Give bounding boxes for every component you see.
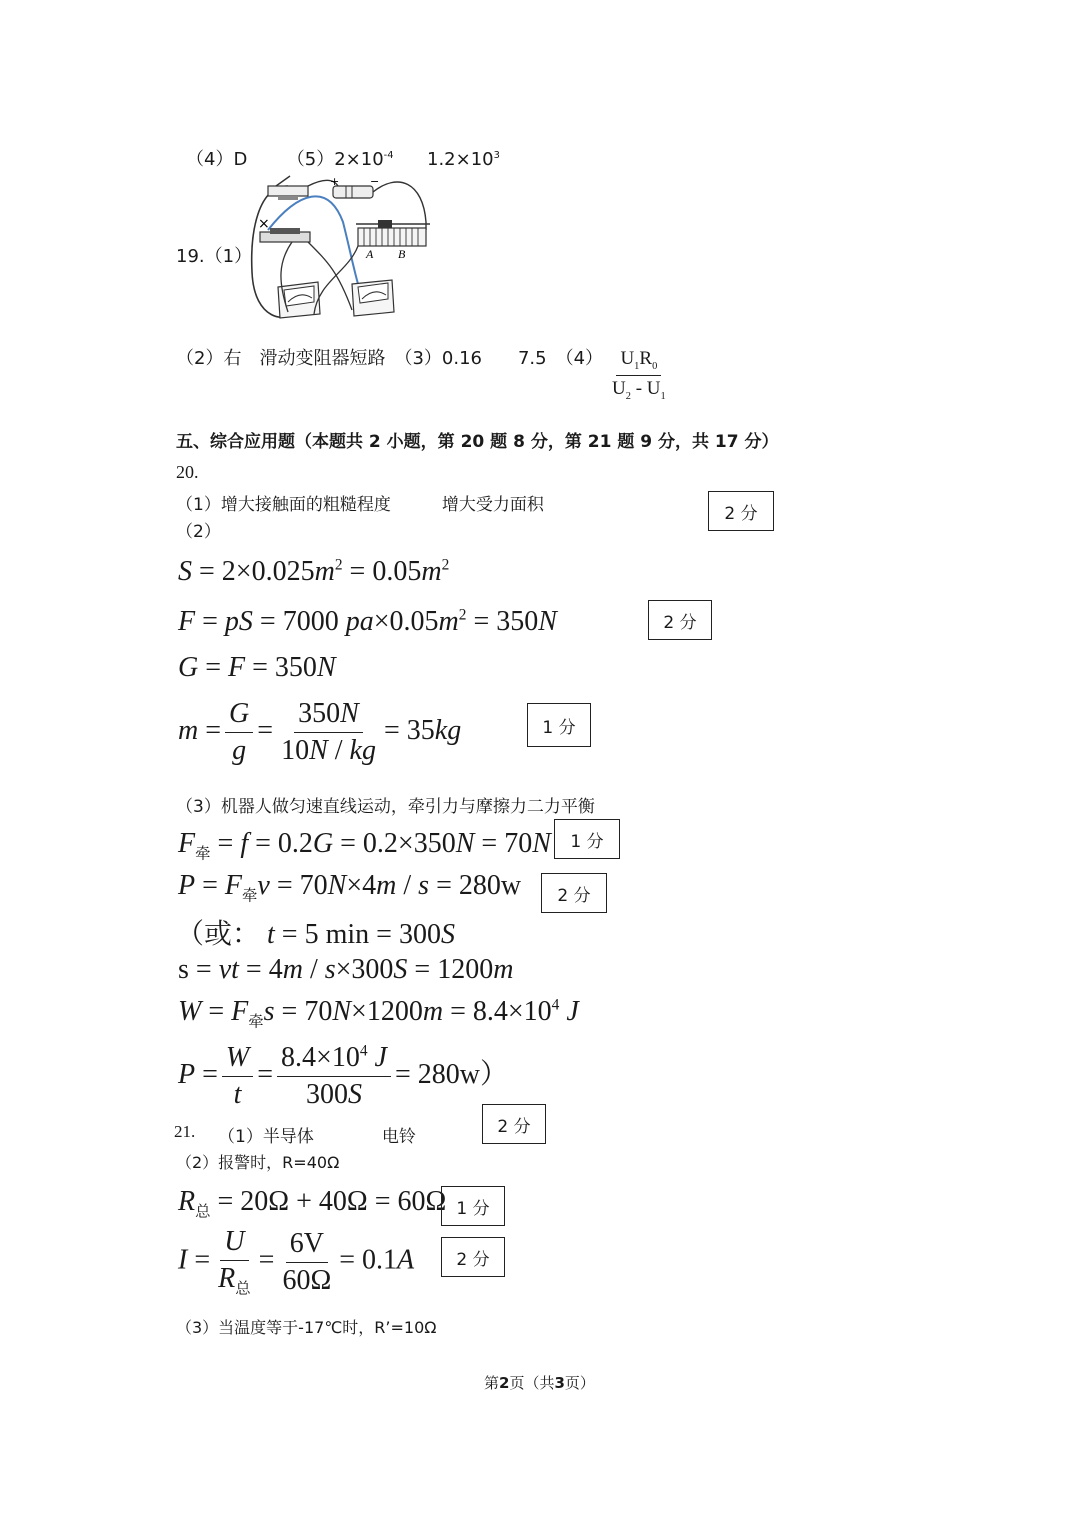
q20-part1: （1）增大接触面的粗糙程度 增大受力面积 [176, 495, 544, 515]
cross-mark: × [258, 216, 270, 232]
equation-power: $P = F_牵v = 70N\times 4m / s = 280w$ [178, 870, 522, 905]
equation-area: $S = 2\times 0.025m^2 = 0.05m^2$ [178, 556, 450, 587]
page-footer: 第2页（共3页） [484, 1374, 595, 1392]
equation-total-resistance: $R_总 = 20\Omega + 40\Omega = 60\Omega$ [178, 1186, 447, 1221]
equation-weight: G = F = 350N [178, 652, 336, 683]
q21-number: 21. [174, 1122, 196, 1141]
q19-number: 19.（1） [176, 246, 253, 267]
rheostat-label-b: B [398, 247, 406, 261]
score-box: 1 分 [527, 703, 591, 747]
score-box: 1 分 [554, 819, 620, 859]
equation-force: F = pS = 7000 $pa\times 0.05m^2 = 350N$ [178, 606, 557, 637]
q21-part2: （2）报警时，R=40Ω [176, 1153, 340, 1172]
q19-fraction: $\frac{U_1R_0}{U_2 - U_1}$ [612, 348, 666, 402]
score-box: 1 分 [441, 1186, 505, 1226]
equation-traction: $F_牵 = f = 0.2G = 0.2\times 350N = 70N$ [178, 828, 551, 863]
q18-part4: （4）D [186, 149, 248, 170]
equation-work: $W = F_牵s = 70N\times 1200m = 8.4\times 10^4$ J [178, 996, 579, 1031]
rheostat-label-a: A [366, 247, 374, 261]
score-box: 2 分 [708, 491, 774, 531]
equation-distance: s = vt = 4m / s×300S = 1200m [178, 954, 514, 985]
q18-part5: （5）2×10 [286, 149, 384, 170]
circuit-diagram [248, 172, 438, 332]
section-heading: 五、综合应用题（本题共 2 小题，第 20 题 8 分，第 21 题 9 分，共 17 分） [176, 432, 779, 452]
equation-time: （或： t = 5 min = 300S [176, 917, 455, 950]
q21-part1: （1）半导体 电铃 [218, 1127, 416, 1147]
q21-part3: （3）当温度等于-17℃时，R’=10Ω [176, 1318, 437, 1337]
battery-plus-label: + [330, 175, 340, 188]
score-box: 2 分 [541, 873, 607, 913]
score-box: 2 分 [648, 600, 712, 640]
equation-mass: m = $\frac{G}{g}$ = $\frac{350N}{10N / kg}$ = 35kg [178, 698, 462, 767]
q20-number: 20. [176, 462, 199, 482]
q20-part2: （2） [176, 522, 221, 542]
equation-power-alt: P = $\frac{W}{t}$ = $\frac{8.4\times 10^4 J}{300S}$ = 280w） [178, 1042, 508, 1111]
q18-part5-value2: 1.2×10 [427, 149, 494, 170]
q19-part2: （2）右 滑动变阻器短路 （3）0.16 7.5 （4） [176, 348, 604, 369]
q20-part3: （3）机器人做匀速直线运动，牵引力与摩擦力二力平衡 [176, 797, 595, 817]
battery-minus-label: − [370, 175, 380, 188]
score-box: 2 分 [441, 1237, 505, 1277]
q18-answers: （4）D $(5)2\times 10^{-4}$ $1.2\times 10^3$ [186, 149, 500, 170]
score-box: 2 分 [482, 1104, 546, 1144]
equation-current: I = $\frac{U}{R_总}$ = $\frac{6V}{60\Omega}$ = 0.1A [178, 1226, 415, 1298]
